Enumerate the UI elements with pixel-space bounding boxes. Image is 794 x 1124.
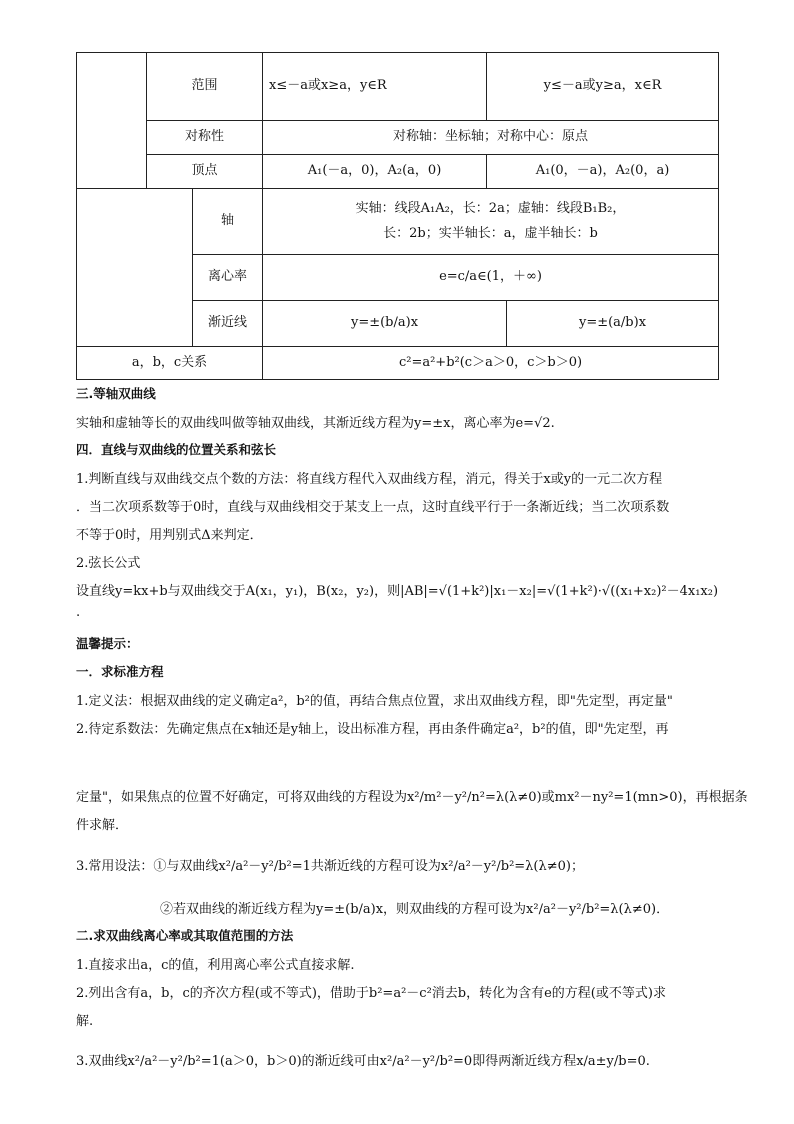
table-cell-empty xyxy=(77,189,193,347)
eccentricity-method-2b: 解. xyxy=(76,1014,94,1029)
table-row xyxy=(77,121,719,155)
hyperbola-properties-table xyxy=(76,52,719,380)
asymptote-right-value: y=±(a/b)x xyxy=(507,301,719,347)
paragraph-equilateral: 实轴和虚轴等长的双曲线叫做等轴双曲线，其渐近线方程为y=±x，离心率为e=√2. xyxy=(76,416,555,431)
table-cell-empty xyxy=(77,53,147,121)
tip-definition-method: 1.定义法：根据双曲线的定义确定a²，b²的值，再结合焦点位置，求出双曲线方程，即"先定型，再定量" xyxy=(76,694,673,709)
relation-value: c²=a²+b²(c＞a＞0，c＞b＞0) xyxy=(263,347,719,380)
tip-heading: 温馨提示： xyxy=(76,636,139,651)
table-row xyxy=(77,155,719,189)
table-row xyxy=(77,347,719,380)
asymptote-left-value: y=±(b/a)x xyxy=(263,301,507,347)
section-heading-equilateral: 三.等轴双曲线 xyxy=(76,386,156,401)
range-label: 范围 xyxy=(147,53,263,121)
symmetry-value: 对称轴：坐标轴；对称中心：原点 xyxy=(263,121,719,155)
tip-undetermined-coeff-3: 件求解． xyxy=(76,818,129,833)
tip-section-2: 二.求双曲线离心率或其取值范围的方法 xyxy=(76,928,294,943)
chord-length-period: . xyxy=(76,605,81,620)
axis-label: 轴 xyxy=(193,189,263,255)
paragraph-intersection-3: 不等于0时，用判别式Δ来判定． xyxy=(76,528,263,543)
eccentricity-value: e=c/a∈(1，＋∞) xyxy=(263,255,719,301)
vertex-right-value: A₁(0，－a)，A₂(0，a) xyxy=(487,155,719,189)
range-left-value: x≤－a或x≥a，y∈R xyxy=(263,53,487,121)
table-row xyxy=(77,189,719,255)
asymptote-label: 渐近线 xyxy=(193,301,263,347)
paragraph-intersection-1: 1.判断直线与双曲线交点个数的方法：将直线方程代入双曲线方程，消元，得关于x或y的一元二次方程 xyxy=(76,472,663,487)
tip-section-1: 一．求标准方程 xyxy=(76,664,164,679)
tip-undetermined-coeff-1: 2.待定系数法：先确定焦点在x轴还是y轴上，设出标准方程，再由条件确定a²，b²的值，即"先定型，再 xyxy=(76,722,669,737)
symmetry-label: 对称性 xyxy=(147,121,263,155)
axis-value xyxy=(263,189,719,255)
eccentricity-method-3: 3.双曲线x²/a²－y²/b²=1(a＞0，b＞0)的渐近线可由x²/a²－y²/b²=0即得两渐近线方程x/a±y/b=0. xyxy=(76,1054,650,1069)
axis-line-2: 长：2b；实半轴长：a，虚半轴长：b xyxy=(383,225,598,241)
tip-common-setup-1: 3.常用设法：①与双曲线x²/a²－y²/b²=1共渐近线的方程可设为x²/a²－y²/b²=λ(λ≠0)； xyxy=(76,859,584,874)
relation-label: a，b，c关系 xyxy=(77,347,263,380)
section-heading-line-intersection: 四．直线与双曲线的位置关系和弦长 xyxy=(76,442,277,457)
table-cell-empty xyxy=(77,155,147,189)
range-right-value: y≤－a或y≥a，x∈R xyxy=(487,53,719,121)
paragraph-intersection-2: ．当二次项系数等于0时，直线与双曲线相交于某支上一点，这时直线平行于一条渐近线；当二次项系数 xyxy=(76,500,670,515)
tip-undetermined-coeff-2: 定量"，如果焦点的位置不好确定，可将双曲线的方程设为x²/m²－y²/n²=λ(λ≠0)或mx²－ny²=1(mn>0)，再根据条 xyxy=(76,790,748,805)
chord-length-formula: 设直线y=kx+b与双曲线交于A(x₁，y₁)，B(x₂，y₂)，则|AB|=√(1+k²)|x₁－x₂|=√(1+k²)·√((x₁+x₂)²－4x₁x₂) xyxy=(76,584,719,599)
table-row xyxy=(77,53,719,121)
eccentricity-method-2a: 2.列出含有a，b，c的齐次方程(或不等式)，借助于b²=a²－c²消去b，转化为含有e的方程(或不等式)求 xyxy=(76,986,666,1001)
eccentricity-method-1: 1.直接求出a，c的值，利用离心率公式直接求解. xyxy=(76,958,355,973)
vertex-label: 顶点 xyxy=(147,155,263,189)
chord-length-heading: 2.弦长公式 xyxy=(76,556,141,571)
tip-common-setup-2: ②若双曲线的渐近线方程为y=±(b/a)x，则双曲线的方程可设为x²/a²－y²/b²=λ(λ≠0)． xyxy=(160,902,670,917)
axis-line-1: 实轴：线段A₁A₂，长：2a；虚轴：线段B₁B₂， xyxy=(355,200,626,216)
eccentricity-label: 离心率 xyxy=(193,255,263,301)
table-cell-empty xyxy=(77,121,147,155)
vertex-left-value: A₁(－a，0)，A₂(a，0) xyxy=(263,155,487,189)
